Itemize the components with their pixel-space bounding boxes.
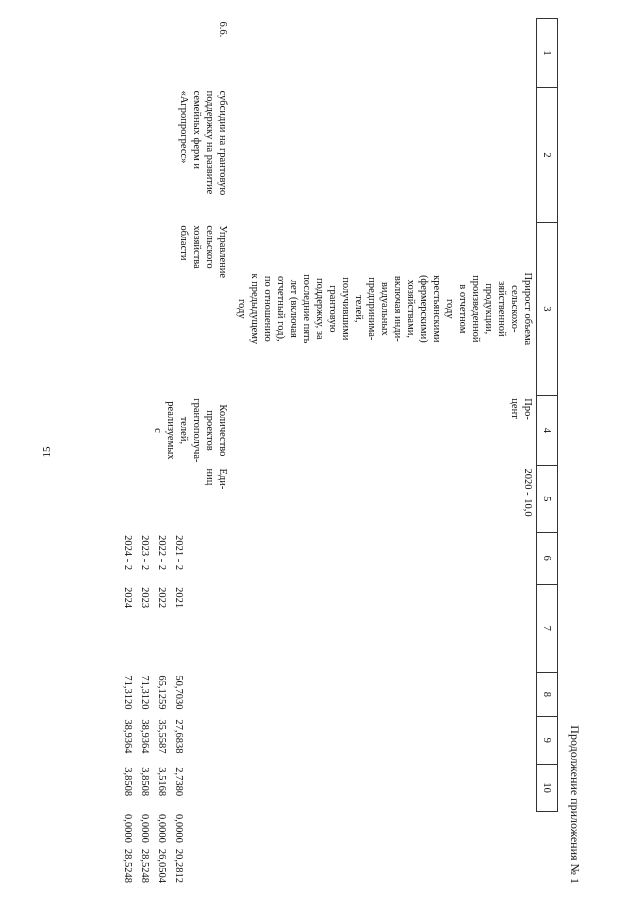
text-line: получившими (340, 277, 351, 341)
text-line: продукции, (483, 283, 494, 335)
text-line: Прирост объема (522, 272, 533, 346)
value-row-2022: 2022 - 2 2022 65,1259 35,5587 3,5168 0,0000 26,0504 (153, 19, 170, 887)
text-line: последние пять (301, 274, 312, 344)
text-line: сельскохо- (509, 285, 520, 333)
indicator-growth-text (233, 222, 537, 395)
value-c10: 20,2812 (173, 848, 184, 883)
text-line: отчетный год), (275, 276, 286, 342)
header-row (537, 19, 558, 887)
text-line: области (178, 225, 189, 261)
program-table (119, 18, 558, 886)
value-row-2024: 2024 - 2 2024 71,3120 38,9364 3,8508 0,0000 28,5248 (119, 19, 136, 887)
measure-number: 6.6. (217, 21, 228, 38)
text-line: зяйственной (496, 281, 507, 337)
header-col-6: 6 (537, 532, 558, 584)
text-line: Управление (217, 225, 228, 279)
value-c10: 26,0504 (156, 848, 167, 883)
header-col-10: 10 (537, 764, 558, 811)
text-line: телей, (353, 295, 364, 323)
header-col-5: 5 (537, 466, 558, 533)
text-line: поддержку на развитие (204, 90, 215, 195)
value-row-2023: 2023 - 2 2023 71,3120 38,9364 3,8508 0,0000 28,5248 (136, 19, 153, 887)
text-line: хозяйства (191, 225, 202, 269)
text-line: включая инди- (392, 275, 403, 342)
value-c10: 28,5248 (122, 848, 133, 883)
text-line: поддержку, за (314, 278, 325, 340)
text-line: крестьянскими (431, 275, 442, 343)
text-line: субсидии на грантовую (217, 90, 228, 196)
header-col-7: 7 (537, 584, 558, 672)
measure-6-6-row (187, 19, 233, 887)
value-row-2021: 2021 - 2 2021 50,7030 27,6838 2,7380 0,0000 20,2812 (170, 19, 187, 887)
text-line: году (444, 299, 455, 319)
page-number: 15 (41, 446, 53, 458)
text-line: Количество (217, 404, 228, 457)
text-line: произведенной (470, 275, 481, 343)
continuation-title: Продолжение приложения № 1 (568, 725, 582, 884)
text-line: видуальных (379, 281, 390, 336)
header-col-4: 4 (537, 395, 558, 465)
value-c9: 0,0000 (156, 814, 167, 843)
text-line: семейных ферм и (191, 90, 202, 169)
rotated-page-content (55, 18, 585, 886)
text-line: грантополуча- (191, 398, 202, 463)
text-line: к предыдущему (249, 273, 260, 345)
value-c9: 0,0000 (173, 814, 184, 843)
text-line: проектов (204, 410, 215, 451)
header-col-9: 9 (537, 716, 558, 764)
indicator-growth-row (233, 19, 537, 887)
text-line: «Агропрогресс» (178, 90, 189, 164)
text-line: году (236, 299, 247, 319)
text-line: сельского (204, 225, 215, 269)
text-line: цент (509, 398, 520, 419)
text-line: предпринима- (366, 277, 377, 341)
header-col-8: 8 (537, 672, 558, 716)
value-c9: 0,0000 (139, 814, 150, 843)
text-line: грантовую (327, 285, 338, 333)
header-col-2: 2 (537, 88, 558, 223)
text-line: телей, (178, 416, 189, 445)
text-line: лет (включая (288, 279, 299, 338)
value-c9: 0,0000 (122, 814, 133, 843)
unit-count (119, 466, 233, 533)
text-line: ниц (204, 468, 215, 486)
text-line: реализуемых с (152, 401, 176, 460)
unit-percent (233, 395, 537, 465)
header-col-3: 3 (537, 222, 558, 395)
header-col-1: 1 (537, 19, 558, 88)
text-line: по отношению (262, 275, 273, 342)
text-line: Еди- (217, 468, 228, 490)
value-c10: 28,5248 (139, 848, 150, 883)
executor-name (119, 222, 233, 395)
period-value: 2020 - 10,0 (522, 468, 533, 517)
measure-name (119, 88, 233, 223)
text-line: хозяйствами, (405, 279, 416, 338)
text-line: в отчетном (457, 284, 468, 334)
text-line: (фермерскими) (418, 274, 429, 343)
text-line: Про- (522, 398, 533, 420)
indicator-projects-text (119, 395, 233, 465)
